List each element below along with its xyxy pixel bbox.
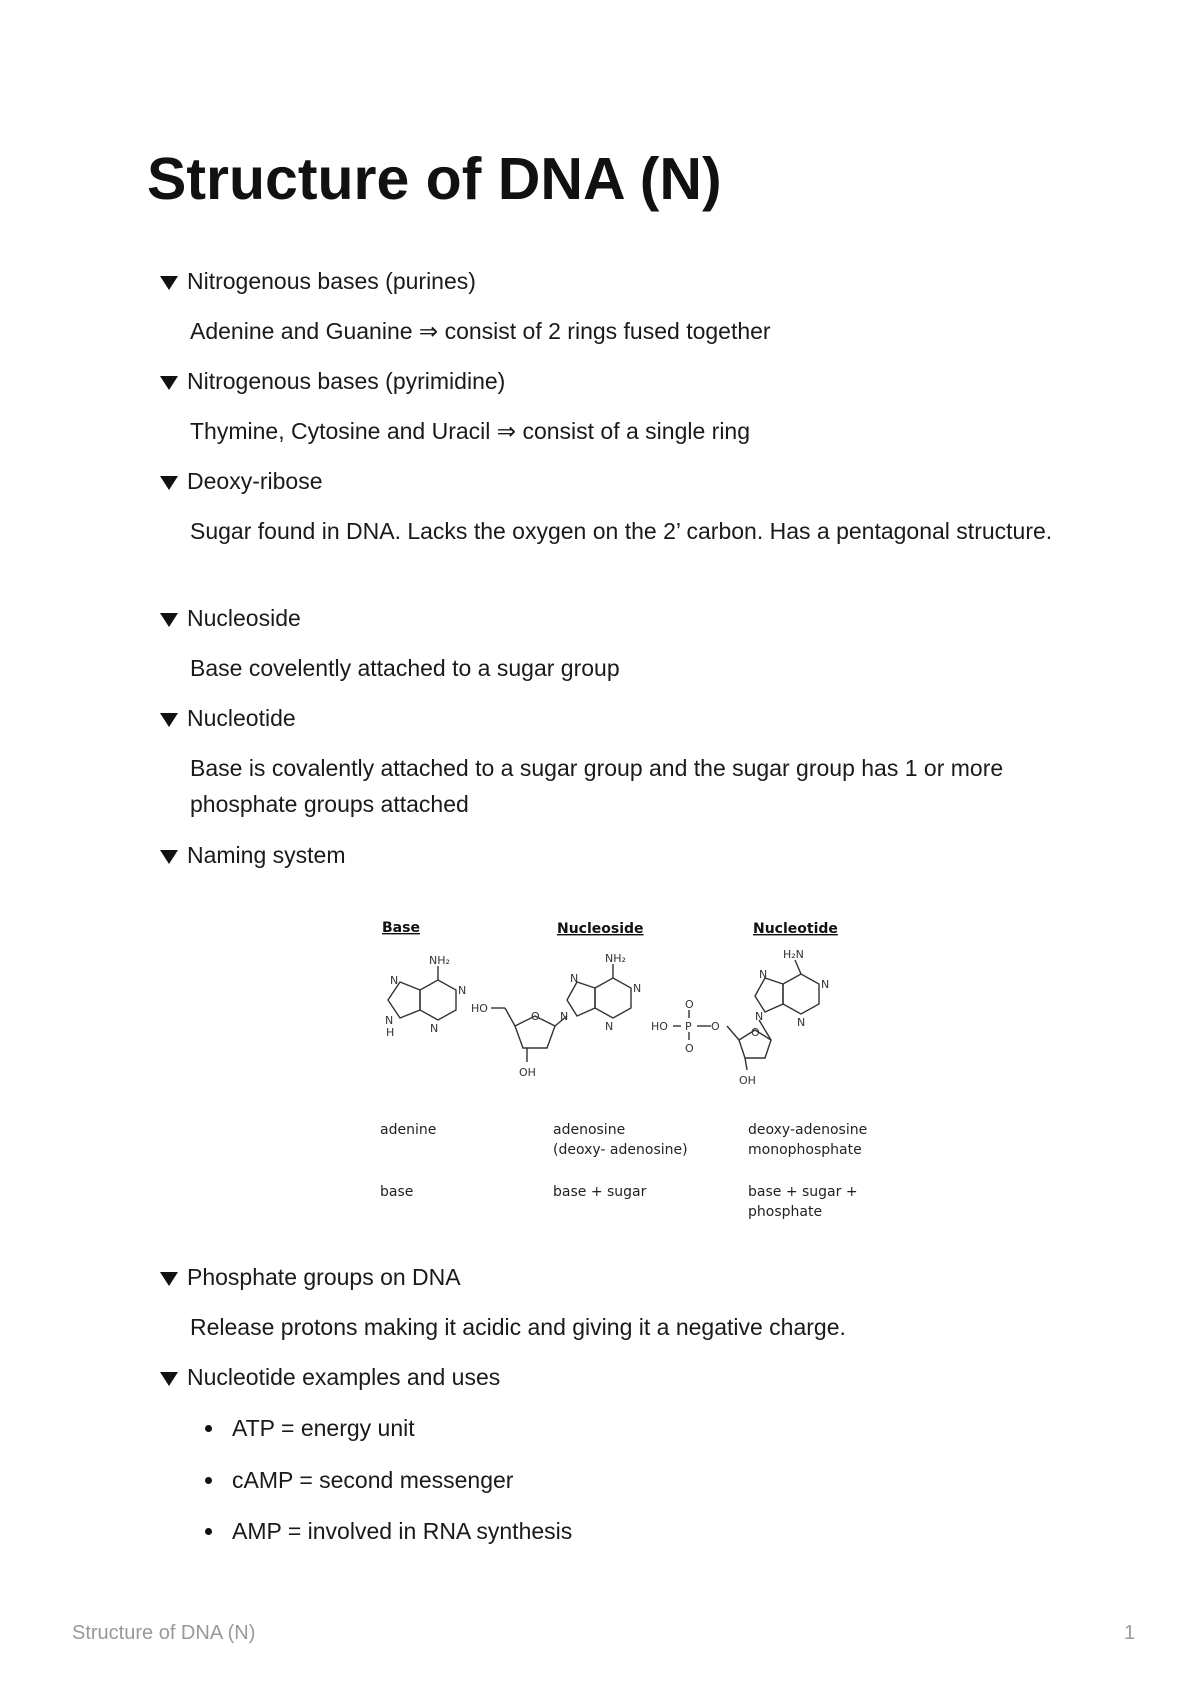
svg-text:N: N [633, 982, 642, 995]
figure-header-nucleotide: Nucleotide [753, 921, 838, 937]
svg-text:N: N [605, 1020, 614, 1033]
svg-text:H: H [386, 1026, 395, 1039]
toggle-nucleotide[interactable] [160, 705, 296, 732]
svg-text:N: N [570, 972, 579, 985]
svg-text:NH₂: NH₂ [429, 954, 450, 967]
figure-desc: phosphate [748, 1204, 823, 1220]
svg-text:N: N [821, 978, 830, 991]
toggle-body-text: Release protons making it acidic and giving it a negative charge. [190, 1314, 846, 1340]
svg-text:P: P [685, 1020, 692, 1033]
svg-text:N: N [560, 1010, 569, 1023]
figure-name: adenine [380, 1122, 437, 1138]
list-item: AMP = involved in RNA synthesis [205, 1518, 572, 1545]
page-title: Structure of DNA (N) [147, 146, 722, 212]
toggle-triangle-icon[interactable] [160, 276, 178, 290]
svg-text:N: N [759, 968, 768, 981]
toggle-triangle-icon[interactable] [160, 613, 178, 627]
toggle-body-text: Sugar found in DNA. Lacks the oxygen on the 2’ carbon. Has a pentagonal structure. [190, 518, 1053, 544]
svg-text:O: O [711, 1020, 720, 1033]
svg-text:N: N [755, 1010, 764, 1023]
svg-text:N: N [797, 1016, 806, 1029]
svg-text:HO: HO [651, 1020, 668, 1033]
svg-text:O: O [751, 1026, 760, 1039]
toggle-triangle-icon[interactable] [160, 1372, 178, 1386]
toggle-heading-text: Nucleotide [187, 705, 296, 731]
bullet-icon [205, 1528, 212, 1535]
nucleotide-structure [651, 948, 829, 1087]
toggle-purines[interactable] [160, 268, 476, 295]
naming-system-figure [355, 908, 915, 1228]
figure-header-nucleoside: Nucleoside [557, 921, 644, 937]
svg-text:O: O [531, 1010, 540, 1023]
toggle-triangle-icon[interactable] [160, 1272, 178, 1286]
nucleotide-diagram [355, 908, 915, 1228]
figure-name: deoxy-adenosine [748, 1122, 868, 1138]
toggle-nucleoside[interactable] [160, 605, 301, 632]
toggle-triangle-icon[interactable] [160, 713, 178, 727]
bullet-icon [205, 1477, 212, 1484]
toggle-body-text: Base is covalently attached to a sugar group and the sugar group has 1 or more phosphate groups attached [190, 755, 1004, 817]
toggle-heading-text: Nucleoside [187, 605, 301, 631]
svg-text:NH₂: NH₂ [605, 952, 626, 965]
figure-name: adenosine [553, 1122, 626, 1138]
svg-text:OH: OH [739, 1074, 756, 1087]
list-item: ATP = energy unit [205, 1415, 415, 1442]
toggle-nucleotide-examples[interactable] [160, 1364, 500, 1391]
footer-title: Structure of DNA (N) [72, 1622, 256, 1644]
toggle-heading-text: Nucleotide examples and uses [187, 1364, 501, 1390]
figure-name: monophosphate [748, 1142, 862, 1158]
toggle-body-text: Base covelently attached to a sugar group [190, 655, 620, 681]
toggle-heading-text: Deoxy-ribose [187, 468, 323, 494]
toggle-triangle-icon[interactable] [160, 850, 178, 864]
toggle-heading-text: Nitrogenous bases (pyrimidine) [187, 368, 506, 394]
adenosine-structure [471, 952, 641, 1079]
toggle-phosphate-groups[interactable] [160, 1264, 461, 1291]
footer-page-number: 1 [1124, 1622, 1136, 1644]
toggle-heading-text: Naming system [187, 842, 346, 868]
toggle-heading-text: Phosphate groups on DNA [187, 1264, 461, 1290]
bullet-icon [205, 1425, 212, 1432]
toggle-triangle-icon[interactable] [160, 476, 178, 490]
svg-text:OH: OH [519, 1066, 536, 1079]
toggle-body-text: Adenine and Guanine ⇒ consist of 2 rings fused together [190, 318, 771, 344]
toggle-heading-text: Nitrogenous bases (purines) [187, 268, 476, 294]
svg-text:HO: HO [471, 1002, 488, 1015]
figure-desc: base [380, 1184, 414, 1200]
svg-text:H₂N: H₂N [783, 948, 804, 961]
svg-text:N: N [458, 984, 467, 997]
list-item: cAMP = second messenger [205, 1467, 513, 1494]
toggle-triangle-icon[interactable] [160, 376, 178, 390]
figure-desc: base + sugar [553, 1184, 647, 1200]
svg-text:O: O [685, 998, 694, 1011]
toggle-deoxyribose[interactable] [160, 468, 323, 495]
svg-text:N: N [430, 1022, 439, 1035]
toggle-pyrimidine[interactable] [160, 368, 505, 395]
figure-desc: base + sugar + [748, 1184, 858, 1200]
svg-text:O: O [685, 1042, 694, 1055]
toggle-body-text: Thymine, Cytosine and Uracil ⇒ consist of a single ring [190, 418, 751, 444]
toggle-naming-system[interactable] [160, 842, 345, 869]
figure-name: (deoxy- adenosine) [553, 1142, 688, 1158]
svg-text:N: N [390, 974, 399, 987]
figure-header-base: Base [382, 920, 420, 936]
adenine-structure [385, 954, 466, 1039]
svg-text:N: N [385, 1014, 394, 1027]
